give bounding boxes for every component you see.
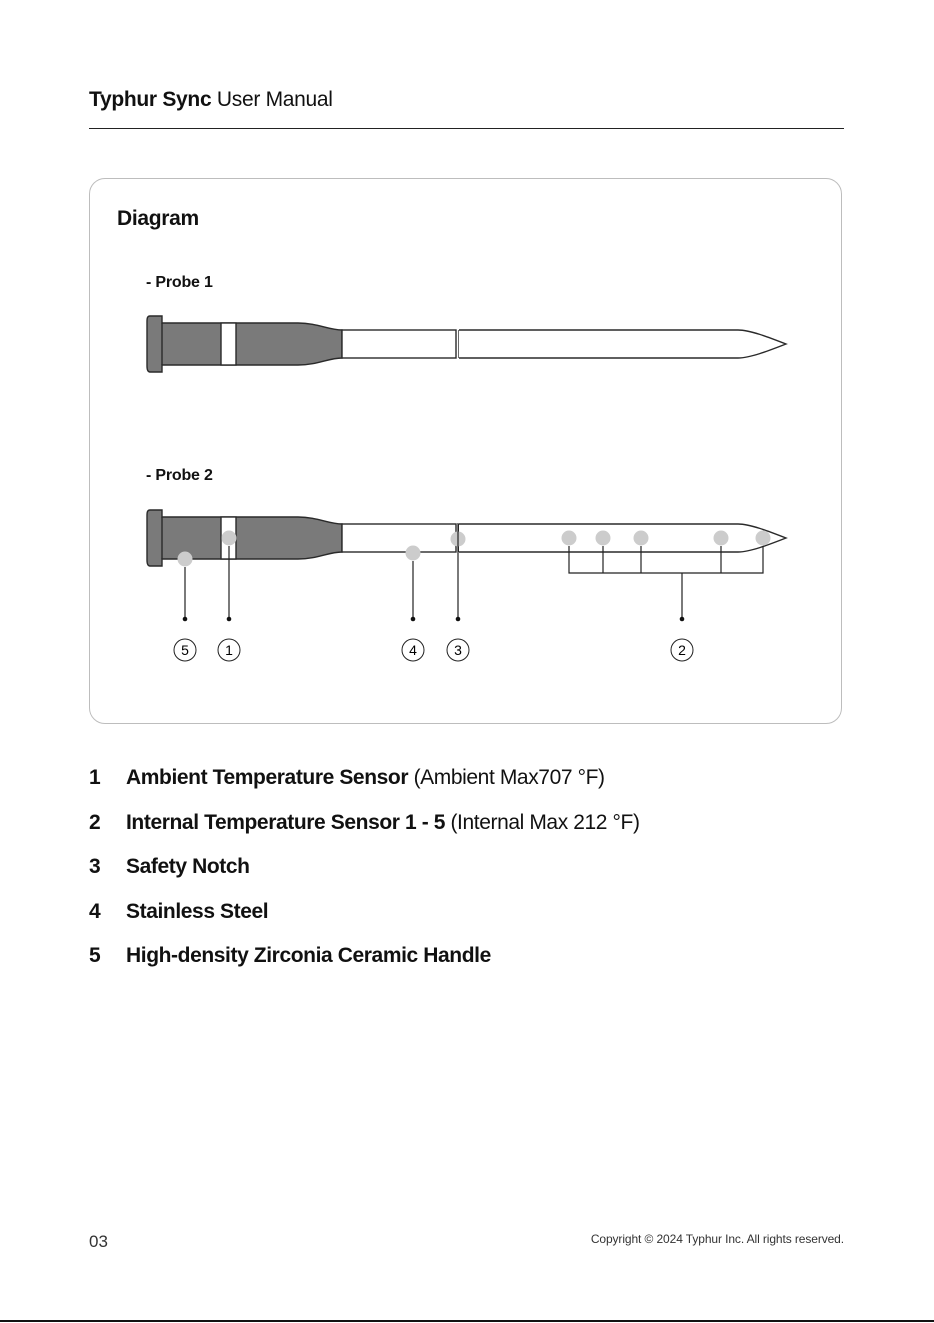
legend-detail: (Internal Max 212 °F) — [450, 810, 640, 834]
legend-label: Safety Notch — [126, 855, 250, 878]
leader-ends — [183, 617, 685, 622]
ambient-sensor-dot — [222, 531, 237, 546]
callout-1 — [218, 639, 240, 661]
callout-4 — [402, 639, 424, 661]
probe-1-drawing — [147, 316, 786, 372]
steel-dot — [406, 546, 421, 561]
handle-sensor-dot — [178, 552, 193, 567]
probe-2-drawing — [147, 510, 786, 566]
callout-5 — [174, 639, 196, 661]
callout-1-number: 1 — [225, 642, 233, 658]
callout-3 — [447, 639, 469, 661]
callout-3-number: 3 — [454, 642, 462, 658]
callout-2 — [671, 639, 693, 661]
legend-number: 5 — [89, 944, 101, 967]
page-bottom-edge — [0, 1320, 934, 1322]
legend-label: High-density Zirconia Ceramic Handle — [126, 944, 491, 967]
probe-2-label: - Probe 2 — [146, 467, 213, 484]
legend-detail: (Ambient Max707 °F) — [413, 766, 605, 789]
brand-name: Typhur Sync — [89, 88, 212, 111]
legend-number: 1 — [89, 766, 101, 789]
internal-sensor-dot — [756, 531, 771, 546]
probe-1-label: - Probe 1 — [146, 274, 213, 291]
callout-5-number: 5 — [181, 642, 189, 658]
internal-sensor-dot — [562, 531, 577, 546]
legend-label: Ambient Temperature Sensor — [126, 766, 409, 789]
internal-sensor-dot — [714, 531, 729, 546]
internal-sensor-dot — [634, 531, 649, 546]
header-subtitle: User Manual — [216, 88, 333, 111]
legend-label: Internal Temperature Sensor 1 - 5 — [126, 810, 446, 834]
legend-number: 2 — [89, 810, 101, 834]
legend-label: Stainless Steel — [126, 899, 269, 923]
page-number: 03 — [89, 1232, 108, 1251]
internal-sensor-dot — [596, 531, 611, 546]
callout-4-number: 4 — [409, 642, 417, 658]
callout-2-number: 2 — [678, 642, 686, 658]
copyright-notice: Copyright © 2024 Typhur Inc. All rights reserved. — [590, 1232, 844, 1246]
legend-number: 3 — [89, 855, 101, 878]
diagram-title: Diagram — [117, 207, 199, 230]
callout-markers — [174, 639, 693, 661]
legend-number: 4 — [89, 899, 101, 923]
